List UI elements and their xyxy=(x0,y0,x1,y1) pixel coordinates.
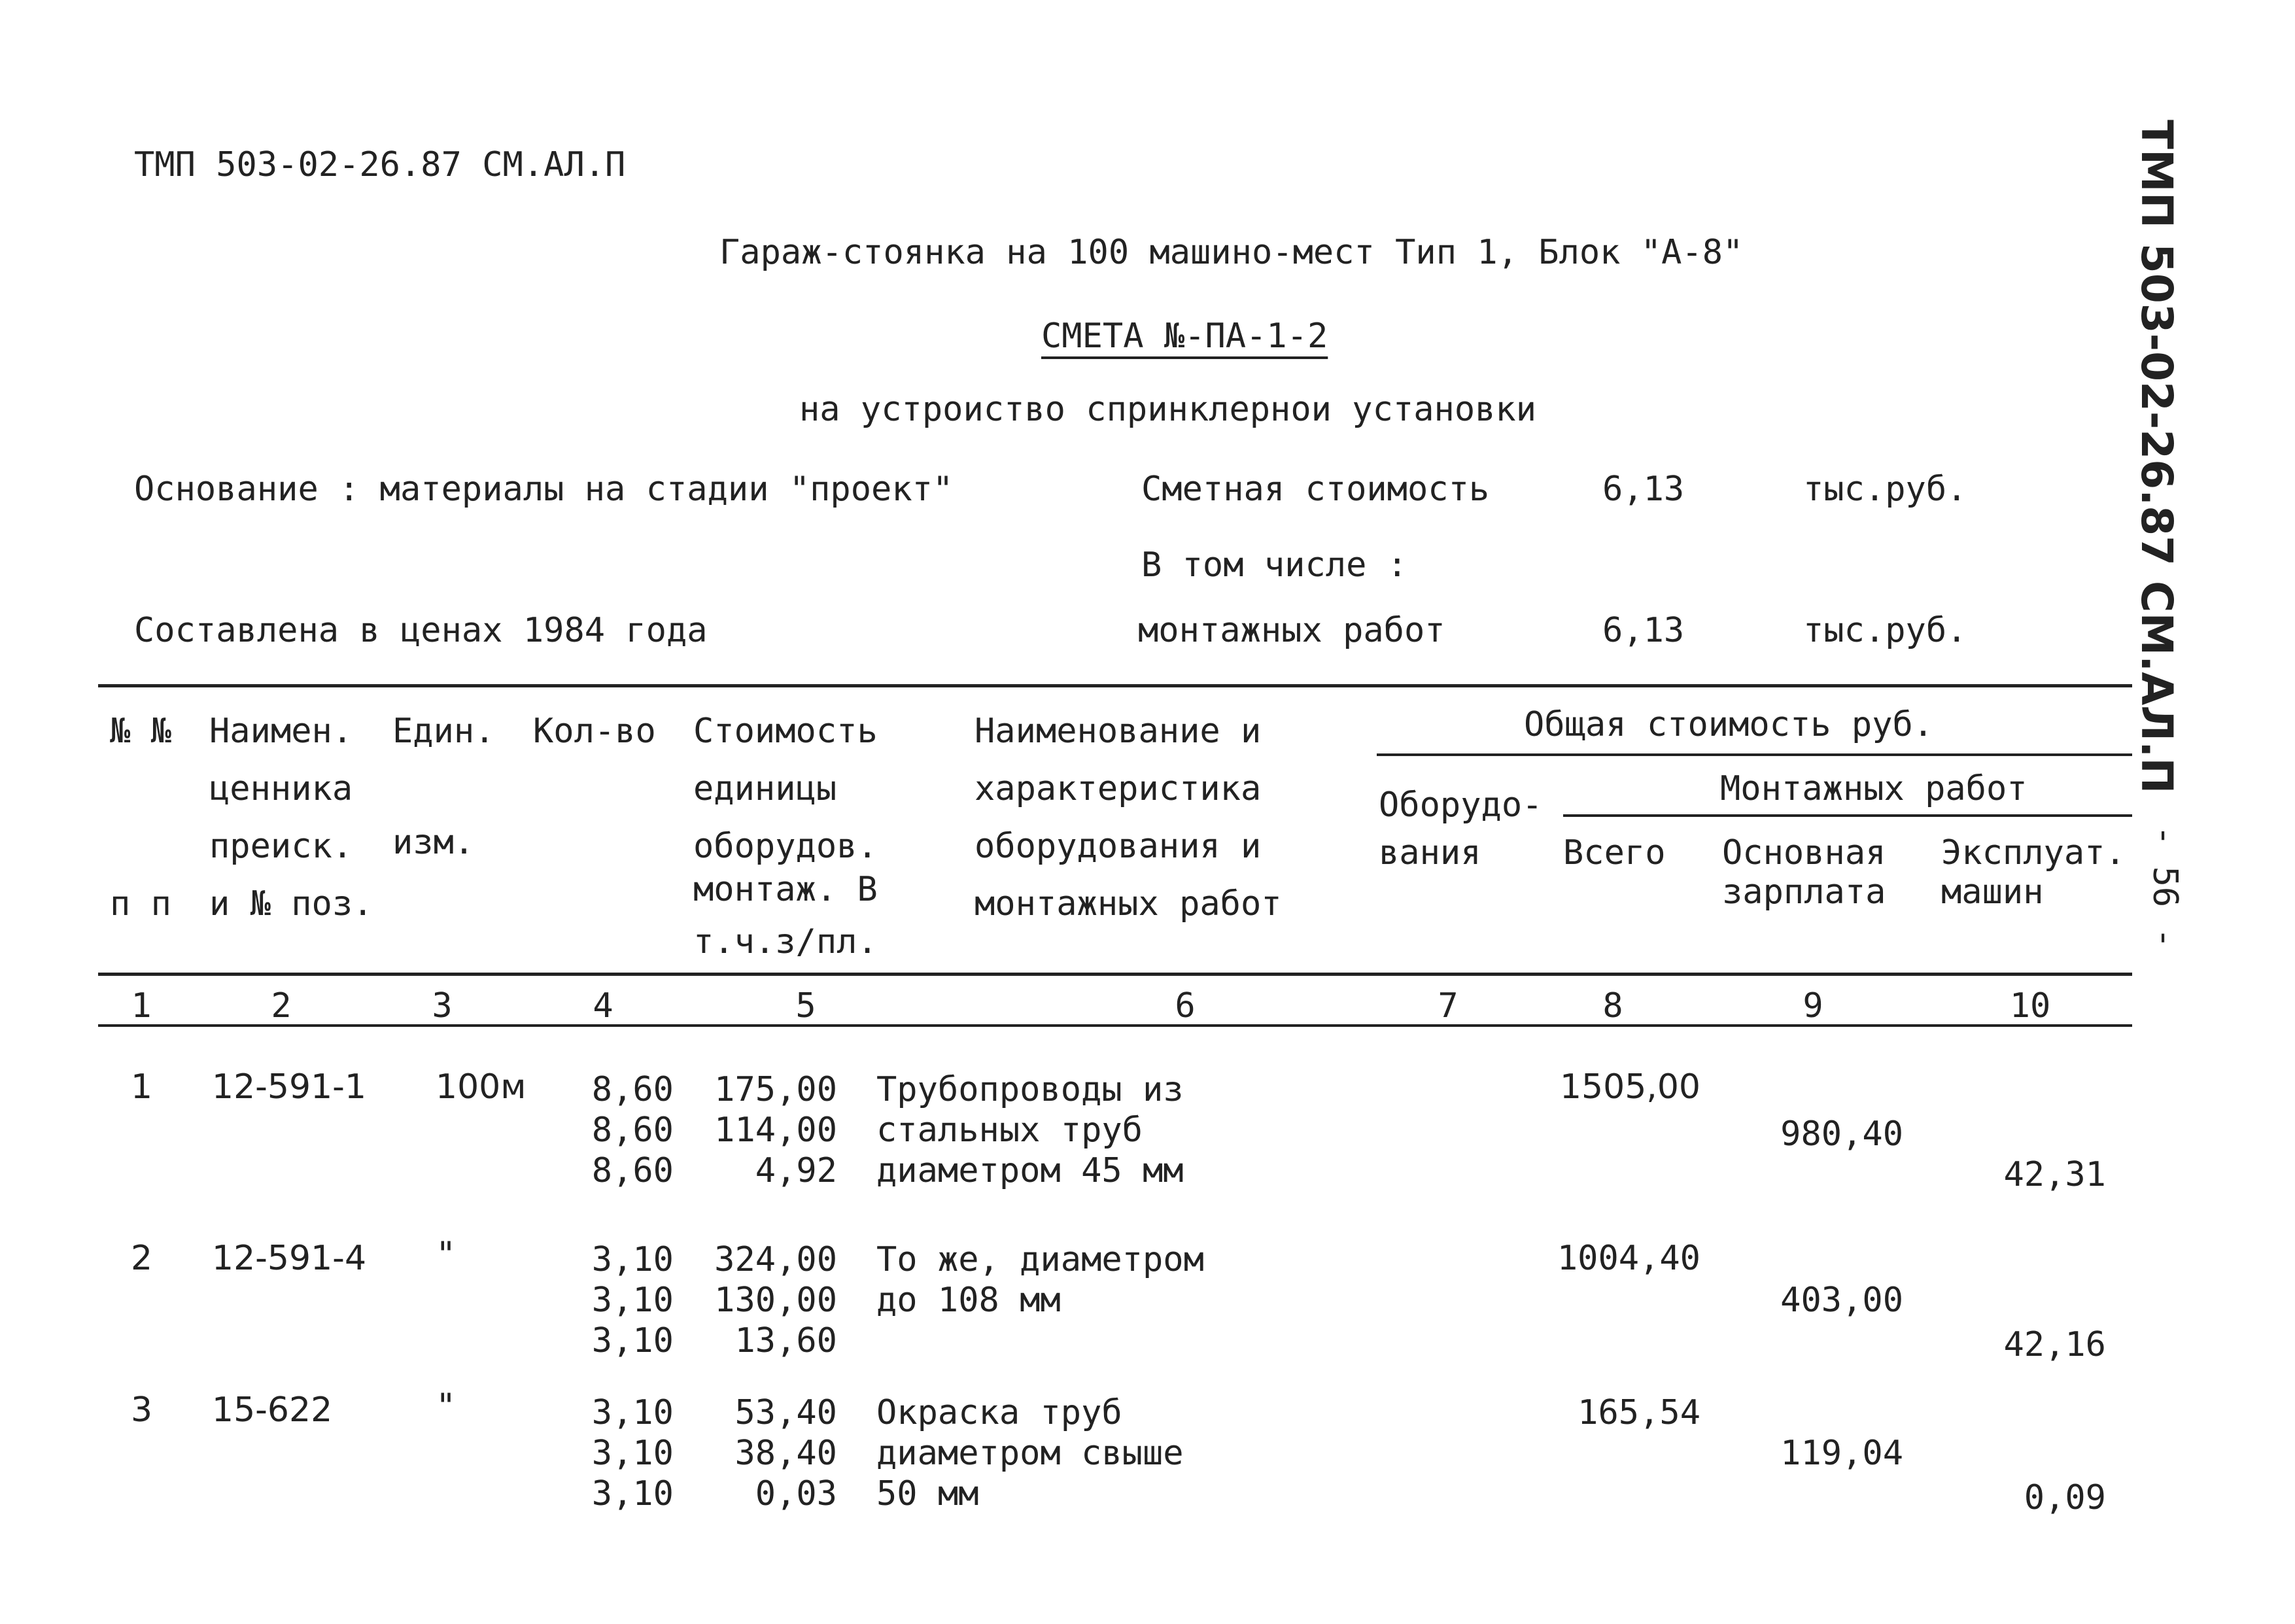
header-col6-line2: характеристика xyxy=(975,769,1262,808)
header-col4: Кол-во xyxy=(533,712,656,751)
row-unit-price: 175,00 xyxy=(714,1070,837,1109)
row-number: 1 xyxy=(131,1067,153,1107)
cost-label: Сметная стоимость xyxy=(1141,470,1490,509)
header-col5-line5: т.ч.з/пл. xyxy=(693,922,878,961)
row-number: 2 xyxy=(131,1239,153,1278)
table-top-rule xyxy=(98,684,2132,687)
column-numbers-rule xyxy=(98,1024,2132,1027)
estimate-basis: Основание : материалы на стадии "проект" xyxy=(134,470,954,509)
header-col5-line3: оборудов. xyxy=(693,827,878,866)
row-unit-price: 13,60 xyxy=(734,1321,837,1360)
column-number: 2 xyxy=(271,986,292,1026)
row-unit: 100м xyxy=(436,1067,526,1107)
header-bottom-rule xyxy=(98,973,2132,976)
header-col3-line1: Един. xyxy=(392,712,495,751)
page-number: - 56 - xyxy=(2145,825,2184,948)
column-number: 5 xyxy=(795,986,816,1026)
price-basis: Составлена в ценах 1984 года xyxy=(134,611,708,650)
row-description: стальных труб xyxy=(876,1111,1143,1150)
row-description: Окраска труб xyxy=(876,1393,1122,1432)
document-code: ТМП 503-02-26.87 СМ.АЛ.П xyxy=(134,145,626,184)
header-salary-line1: Основная xyxy=(1722,833,1886,872)
header-machines-line1: Эксплуат. xyxy=(1941,833,2126,872)
row-salary: 119,04 xyxy=(1780,1434,1903,1473)
header-col2-line3: преиск. xyxy=(209,827,353,866)
header-equipment-line2: вания xyxy=(1379,833,1481,872)
row-unit-price: 130,00 xyxy=(714,1281,837,1320)
column-number: 6 xyxy=(1175,986,1196,1026)
row-salary: 980,40 xyxy=(1780,1114,1903,1154)
row-quantity: 8,60 xyxy=(591,1111,674,1150)
row-total: 1004,40 xyxy=(1557,1239,1700,1278)
header-total-cost: Общая стоимость руб. xyxy=(1524,705,1934,744)
mounting-works-rule xyxy=(1563,814,2132,817)
mounting-value: 6,13 xyxy=(1602,611,1685,650)
row-quantity: 3,10 xyxy=(591,1240,674,1279)
header-machines-line2: машин xyxy=(1941,872,2044,912)
estimate-subject: на устроиство спринклернои установки xyxy=(799,390,1537,429)
column-number: 4 xyxy=(593,986,613,1026)
row-unit-price: 324,00 xyxy=(714,1240,837,1279)
row-machines: 42,31 xyxy=(2003,1155,2106,1194)
header-col5-line2: единицы xyxy=(693,769,837,808)
row-total: 165,54 xyxy=(1578,1393,1700,1432)
row-unit-price: 53,40 xyxy=(734,1393,837,1432)
row-unit: " xyxy=(436,1235,457,1274)
column-number: 8 xyxy=(1602,986,1623,1026)
row-quantity: 3,10 xyxy=(591,1474,674,1513)
row-description: Трубопроводы из xyxy=(876,1070,1184,1109)
row-unit-price: 0,03 xyxy=(755,1474,837,1513)
row-price-code: 15-622 xyxy=(212,1391,333,1430)
row-unit-price: 38,40 xyxy=(734,1434,837,1473)
side-document-code: ТМП 503-02-26.87 СМ.АЛ.П xyxy=(2131,120,2182,794)
row-description: до 108 мм xyxy=(876,1281,1061,1320)
header-col2-line2: ценника xyxy=(209,769,353,808)
header-salary-line2: зарплата xyxy=(1722,872,1886,912)
cost-unit: тыс.руб. xyxy=(1803,470,1967,509)
row-description: 50 мм xyxy=(876,1474,979,1513)
row-description: То же, диаметром xyxy=(876,1240,1204,1279)
object-title: Гараж-стоянка на 100 машино-мест Тип 1, Блок "А-8" xyxy=(719,233,1744,272)
including-label: В том числе : xyxy=(1141,545,1407,585)
header-col2-line4: и № поз. xyxy=(209,884,373,924)
row-number: 3 xyxy=(131,1391,153,1430)
mounting-unit: тыс.руб. xyxy=(1803,611,1967,650)
row-total: 1505,00 xyxy=(1559,1067,1700,1107)
row-description: диаметром 45 мм xyxy=(876,1151,1184,1190)
row-quantity: 8,60 xyxy=(591,1151,674,1190)
row-quantity: 8,60 xyxy=(591,1070,674,1109)
column-number: 1 xyxy=(131,986,152,1026)
header-col6-line1: Наименование и xyxy=(975,712,1262,751)
row-quantity: 3,10 xyxy=(591,1321,674,1360)
row-unit-price: 114,00 xyxy=(714,1111,837,1150)
cost-value: 6,13 xyxy=(1602,470,1685,509)
column-number: 10 xyxy=(2009,986,2051,1026)
row-quantity: 3,10 xyxy=(591,1393,674,1432)
header-col6-line3: оборудования и xyxy=(975,827,1262,866)
row-quantity: 3,10 xyxy=(591,1434,674,1473)
estimate-title: СМЕТА №-ПА-1-2 xyxy=(1041,317,1328,356)
row-unit-price: 4,92 xyxy=(755,1151,837,1190)
total-cost-rule xyxy=(1377,753,2132,756)
header-col2-line1: Наимен. xyxy=(209,712,353,751)
header-total: Всего xyxy=(1563,833,1666,872)
row-price-code: 12-591-4 xyxy=(212,1239,367,1278)
header-col3-line2: изм. xyxy=(392,823,475,862)
column-number: 9 xyxy=(1803,986,1823,1026)
row-unit: " xyxy=(436,1387,457,1426)
row-price-code: 12-591-1 xyxy=(212,1067,367,1107)
column-number: 7 xyxy=(1438,986,1458,1026)
header-col5-line4: монтаж. В xyxy=(693,870,878,909)
header-equipment-line1: Оборудо- xyxy=(1379,786,1543,825)
header-col5-line1: Стоимость xyxy=(693,712,878,751)
row-quantity: 3,10 xyxy=(591,1281,674,1320)
row-machines: 0,09 xyxy=(2024,1478,2106,1517)
row-machines: 42,16 xyxy=(2003,1325,2106,1364)
header-col6-line4: монтажных работ xyxy=(975,884,1282,924)
column-number: 3 xyxy=(432,986,453,1026)
row-description: диаметром свыше xyxy=(876,1434,1184,1473)
header-col1-line1: № № xyxy=(110,712,171,751)
header-mounting-works: Монтажных работ xyxy=(1720,769,2028,808)
mounting-label: монтажных работ xyxy=(1138,611,1445,650)
header-col1-line2: п п xyxy=(110,884,171,924)
row-salary: 403,00 xyxy=(1780,1281,1903,1320)
